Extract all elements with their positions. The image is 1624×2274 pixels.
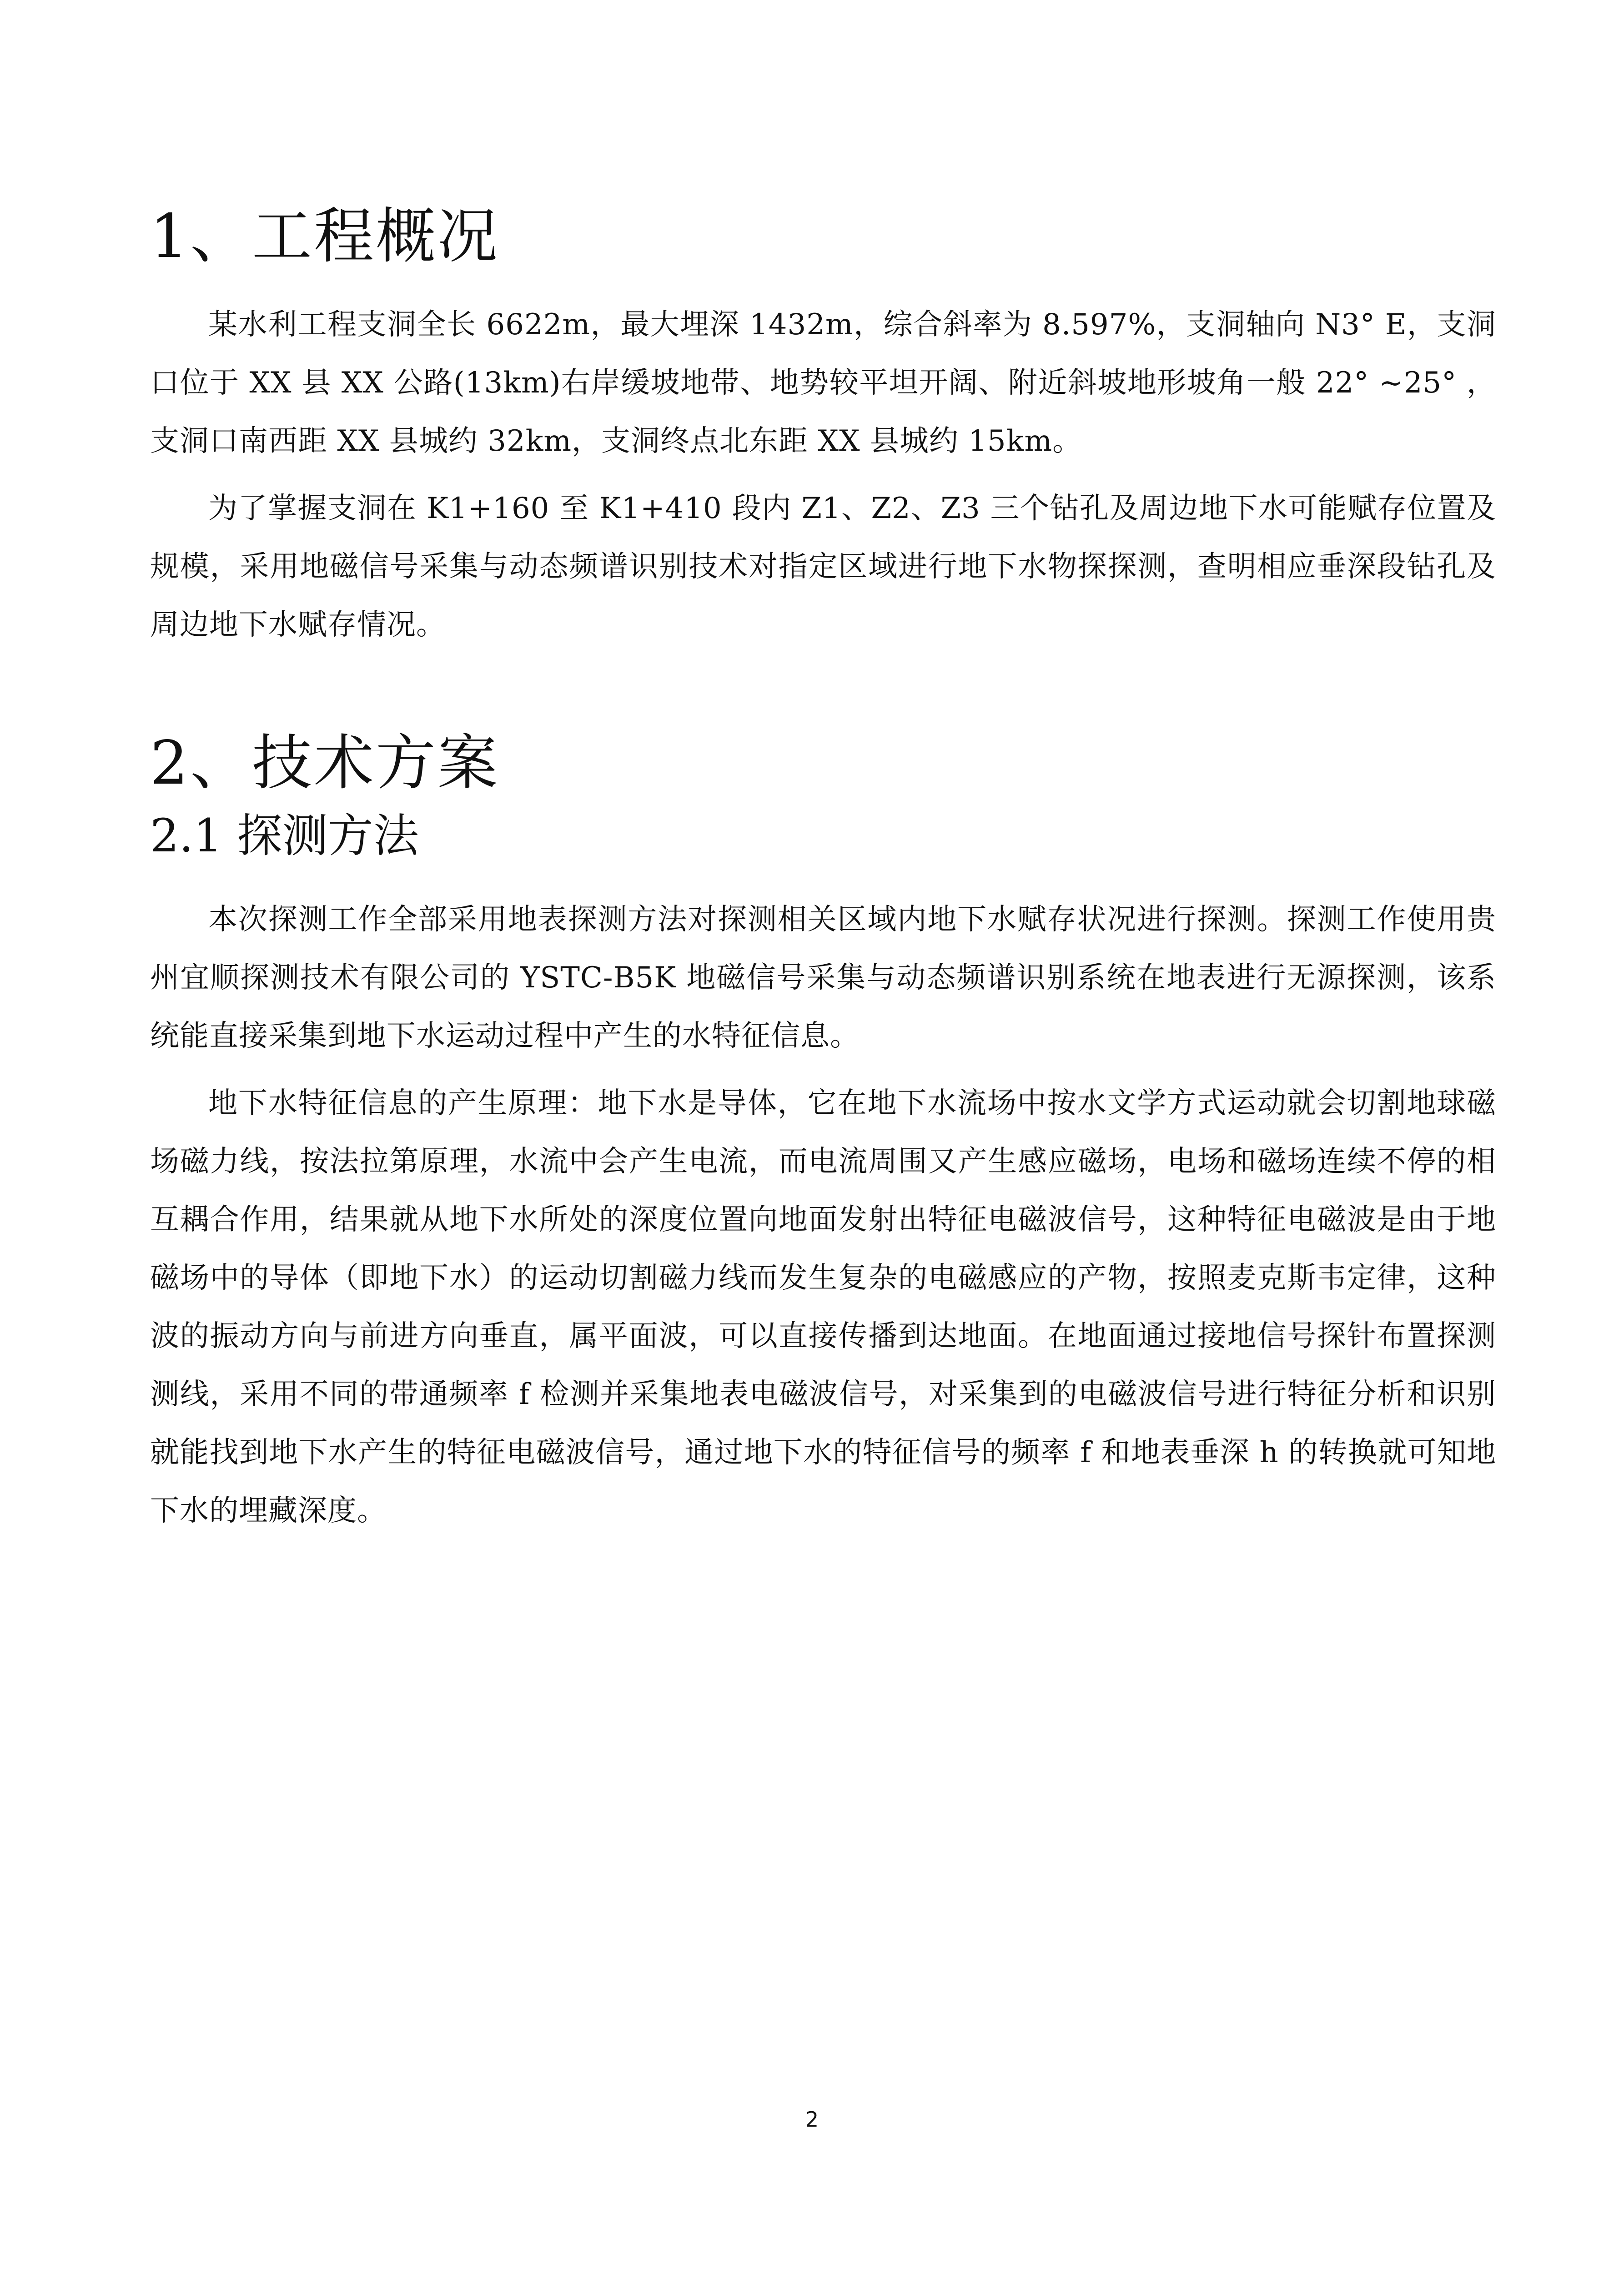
section-1-heading: 1、工程概况 — [150, 201, 499, 272]
spacer — [150, 868, 1496, 890]
page-content — [150, 196, 1496, 1540]
section-2-heading: 2、技术方案 — [150, 728, 499, 798]
page-number: 2 — [805, 2107, 819, 2132]
section-1-paragraph-1: 某水利工程支洞全长 6622m，最大埋深 1432m，综合斜率为 8.597%，支洞轴向 N3° E，支洞口位于 XX 县 XX 公路(13km)右岸缓坡地带、地势较平坦开阔、附近斜坡地形坡角一般 22° ~25° ，支洞口南西距 XX 县城约 32km，支洞终点北东距 XX 县城约 15km。 — [150, 308, 1496, 458]
spacer — [150, 654, 1496, 722]
section-2-1-paragraph-1: 本次探测工作全部采用地表探测方法对探测相关区域内地下水赋存状况进行探测。探测工作使用贵州宜顺探测技术有限公司的 YSTC-B5K 地磁信号采集与动态频谱识别系统在地表进行无源探测，该系统能直接采集到地下水运动过程中产生的水特征信息。 — [150, 903, 1496, 1053]
section-2-1-paragraph-2: 地下水特征信息的产生原理：地下水是导体，它在地下水流场中按水文学方式运动就会切割地球磁场磁力线，按法拉第原理，水流中会产生电流，而电流周围又产生感应磁场，电场和磁场连续不停的相互耦合作用，结果就从地下水所处的深度位置向地面发射出特征电磁波信号，这种特征电磁波是由于地磁场中的导体（即地下水）的运动切割磁力线而发生复杂的电磁感应的产物，按照麦克斯韦定律，这种波的振动方向与前进方向垂直，属平面波，可以直接传播到达地面。在地面通过接地信号探针布置探测测线，采用不同的带通频率 f 检测并采集地表电磁波信号，对采集到的电磁波信号进行特征分析和识别就能找到地下水产生的特征电磁波信号，通过地下水的特征信号的频率 f 和地表垂深 h 的转换就可知地下水的埋藏深度。 — [150, 1087, 1496, 1528]
spacer — [150, 470, 1496, 479]
section-1-paragraph-2: 为了掌握支洞在 K1+160 至 K1+410 段内 Z1、Z2、Z3 三个钻孔及周边地下水可能赋存位置及规模，采用地磁信号采集与动态频谱识别技术对指定区域进行地下水物探探测，查明相应垂深段钻孔及周边地下水赋存情况。 — [150, 492, 1496, 642]
spacer — [150, 1065, 1496, 1074]
section-2-1-heading: 2.1 探测方法 — [150, 809, 419, 862]
spacer — [150, 277, 1496, 296]
